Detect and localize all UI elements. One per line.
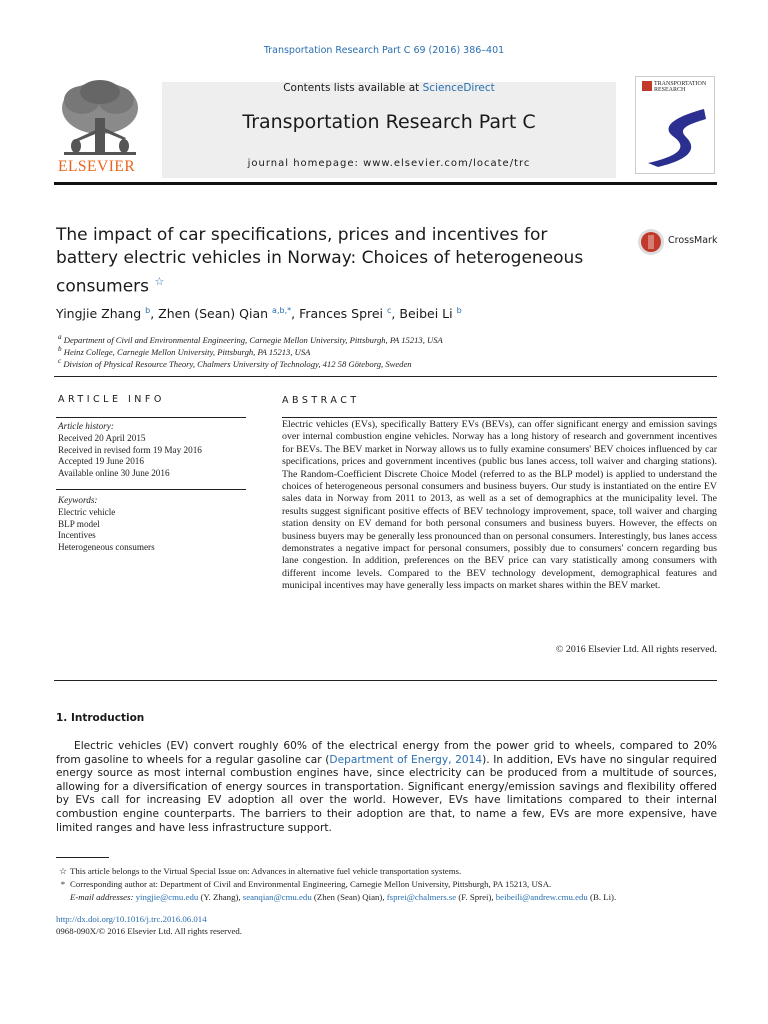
cover-title-line1: TRANSPORTATION xyxy=(654,81,707,87)
title-line3-text: consumers xyxy=(56,276,150,297)
intro-text-before-link: Electric vehicles (EV) convert roughly 60% of the electrical energy from the power grid to wheels, compared to 20% from gasoline to wheels for a regular gasoline car ( xyxy=(56,740,717,766)
keyword-item: Electric vehicle xyxy=(58,506,116,517)
author-name: Frances Sprei xyxy=(299,306,384,322)
abstract-text: Electric vehicles (EVs), specifically Battery EVs (BEVs), can offer significant energy and emission savings over internal combustion engine vehicles. Norway has a long history of research and government incentives for BEVs. The BEV market in Norway allows us to fully examine consumers' BEV choices influenced by car specifications, prices and government incentives (public bus lanes access, toll waiver and charging stations). The Random-Coefficient Discrete Choice Model (referred to as the BLP model) is applied to understand the choices of heterogeneous personal consumers and business buyers. Our study is instantiated on the entire EV sales data in Norway from 2011 to 2013, as well as a set of demographics at the municipality level. The results suggest significant positive effects of BEV technology improvement, space, toll waiver and charging station density on EV demand for both personal consumers and business buyers. However, the effects on business buyers may be generally less pronounced than on personal consumers. Interestingly, bus lanes access demonstrates a negative impact for personal consumers, possibly due to consumers' concern regarding bus lane congestion. In addition, preferences on the BEV price can vary statistically among consumers with different income levels. Compared to the BEV technology development, demographical features and municipal incentives may have generally less impacts on market shares within the BEV market. xyxy=(282,419,717,592)
intro-text-after-link: ). In addition, EVs have no singular required energy source as most internal combustion engines have, since electricity can be produced from a multitude of sources, allowing for a diversification of energy sources in transportation. Significant energy/emission savings and flexibility offered by EVs call for increasing EV adoption all over the world. However, EVs have limitations compared to their internal combustion engine counterparts. The barriers to their adoption are that, to name a few, EVs are more expensive, have limited ranges and have less infrastructure support. xyxy=(56,753,717,834)
keyword-item: Incentives xyxy=(58,530,96,541)
title-line1: The impact of car specifications, prices and incentives for xyxy=(56,225,548,245)
article-title xyxy=(56,224,616,299)
header-rule xyxy=(54,182,717,185)
author-affil-mark[interactable]: b xyxy=(145,306,151,315)
title-line3 xyxy=(56,270,616,299)
email-owner: (F. Sprei), xyxy=(456,892,496,902)
author-affil-mark[interactable]: b xyxy=(456,306,462,315)
cover-road-graphic xyxy=(644,105,708,169)
email-label: E-mail addresses: xyxy=(70,892,134,902)
affiliation-text: Heinz College, Carnegie Mellon University, Pittsburgh, PA 15213, USA xyxy=(63,346,311,357)
abstract-end-rule xyxy=(54,680,717,681)
history-item: Accepted 19 June 2016 xyxy=(58,456,144,467)
email-owner: (Y. Zhang), xyxy=(198,892,243,902)
affiliation-mark: b xyxy=(58,345,62,353)
sciencedirect-link[interactable]: ScienceDirect xyxy=(422,82,495,94)
keyword-item: Heterogeneous consumers xyxy=(58,542,155,553)
keywords-block xyxy=(58,495,248,554)
affiliation xyxy=(58,333,443,345)
footnote-text: This article belongs to the Virtual Special Issue on: Advances in alternative fuel vehicle transportation systems. xyxy=(70,866,462,876)
email-link[interactable]: beibeili@andrew.cmu.edu xyxy=(495,892,588,902)
abstract-heading: ABSTRACT xyxy=(282,395,360,406)
affiliation xyxy=(58,345,310,357)
keywords-rule xyxy=(56,489,246,490)
crossmark-label[interactable]: CrossMark xyxy=(668,235,718,246)
email-link[interactable]: seanqian@cmu.edu xyxy=(242,892,312,902)
elsevier-wordmark: ELSEVIER xyxy=(58,158,136,175)
contents-prefix: Contents lists available at xyxy=(283,82,423,94)
keyword-item: BLP model xyxy=(58,518,100,529)
introduction-paragraph xyxy=(56,740,717,835)
author-name: Zhen (Sean) Qian xyxy=(158,306,269,322)
reference-link[interactable]: Department of Energy, 2014 xyxy=(329,753,483,766)
history-item: Received 20 April 2015 xyxy=(58,432,146,443)
footnote-mark: * xyxy=(60,879,66,889)
crossmark-icon[interactable] xyxy=(637,228,665,256)
history-item: Available online 30 June 2016 xyxy=(58,468,170,479)
journal-title: Transportation Research Part C xyxy=(242,111,536,133)
contents-line xyxy=(162,82,616,94)
footnote-rule xyxy=(56,857,109,858)
author-name: Yingjie Zhang xyxy=(56,306,142,322)
cover-title-line2: RESEARCH xyxy=(654,87,686,93)
article-history xyxy=(58,421,248,480)
article-info-heading: ARTICLE INFO xyxy=(58,394,165,405)
footnote-mark: ☆ xyxy=(59,866,67,876)
footnote-corresponding xyxy=(56,879,551,889)
affiliation-text: Department of Civil and Environmental Engineering, Carnegie Mellon University, Pittsburgh, PA 15213, USA xyxy=(63,334,443,345)
author-affil-mark[interactable]: c xyxy=(387,306,392,315)
email-link[interactable]: fsprei@chalmers.se xyxy=(386,892,457,902)
affiliation-text: Division of Physical Resource Theory, Chalmers University of Technology, 412 58 Göteborg, Sweden xyxy=(63,358,412,369)
footnote-star xyxy=(56,866,461,877)
author-name: Beibei Li xyxy=(399,306,453,322)
cover-badge xyxy=(642,81,652,91)
email-owner: (B. Li). xyxy=(587,892,617,902)
history-item: Received in revised form 19 May 2016 xyxy=(58,444,202,455)
author-affil-mark[interactable]: a,b,* xyxy=(272,306,292,315)
affiliation xyxy=(58,357,412,369)
keywords-heading: Keywords: xyxy=(58,495,98,505)
cover-title xyxy=(654,81,706,93)
email-owner: (Zhen (Sean) Qian), xyxy=(311,892,387,902)
history-heading: Article history: xyxy=(58,421,114,431)
doi-link[interactable]: http://dx.doi.org/10.1016/j.trc.2016.06.014 xyxy=(56,914,207,924)
affiliation-mark: a xyxy=(58,333,62,341)
affiliation-mark: c xyxy=(58,357,62,365)
abstract-rule xyxy=(282,417,717,418)
title-line2: battery electric vehicles in Norway: Choices of heterogeneous xyxy=(56,248,584,268)
footnote-text: Corresponding author at: Department of Civil and Environmental Engineering, Carnegie Mellon University, Pittsburgh, PA 15213, USA. xyxy=(70,879,552,889)
journal-citation[interactable]: Transportation Research Part C 69 (2016) 386–401 xyxy=(263,45,505,56)
affiliation-rule xyxy=(54,376,717,377)
issn-copyright: 0968-090X/© 2016 Elsevier Ltd. All rights reserved. xyxy=(56,926,243,936)
title-footnote-mark[interactable]: ☆ xyxy=(154,275,165,288)
email-link[interactable]: yingjie@cmu.edu xyxy=(135,892,199,902)
author-list: Yingjie Zhang $^b$, Zhen (Sean) Qian $^{a,b,*}$, Frances Sprei $^c$, Beibei Li $^b$ xyxy=(56,306,462,322)
journal-homepage[interactable]: journal homepage: www.elsevier.com/locate/trc xyxy=(247,158,531,169)
introduction-heading: 1. Introduction xyxy=(56,712,145,724)
abstract-copyright: © 2016 Elsevier Ltd. All rights reserved. xyxy=(555,644,717,655)
info-rule xyxy=(56,417,246,418)
footnote-emails xyxy=(70,892,616,902)
journal-cover-thumbnail xyxy=(635,76,715,174)
